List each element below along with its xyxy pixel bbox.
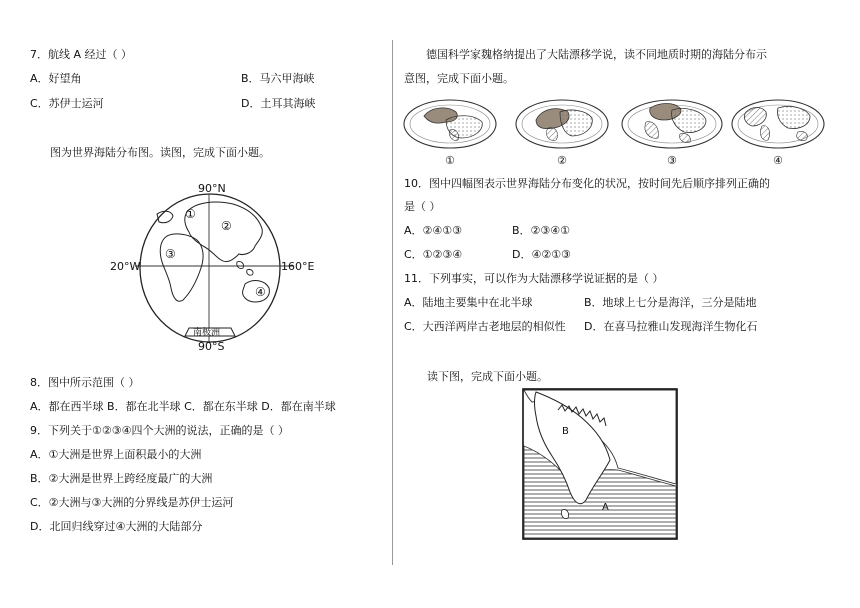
q9-stem: 9．下列关于①②③④四个大洲的说法，正确的是（ ） — [30, 424, 289, 437]
q10-option-a: A．②④①③ — [404, 224, 462, 237]
q7-option-d: D．土耳其海峡 — [241, 97, 316, 110]
drift-label-2: ② — [557, 154, 567, 167]
q9-option-c: C．②大洲与③大洲的分界线是苏伊士运河 — [30, 496, 234, 509]
q11-option-d: D．在喜马拉雅山发现海洋生物化石 — [584, 320, 758, 333]
q7-option-a: A．好望角 — [30, 72, 82, 85]
label-antarctica: 南极洲 — [193, 328, 221, 338]
intro-world-map: 图为世界海陆分布图。读图，完成下面小题。 — [50, 146, 270, 159]
intro-drift-line1: 德国科学家魏格纳提出了大陆漂移学说，读不同地质时期的海陆分布示 — [426, 48, 767, 61]
q10-option-c: C．①②③④ — [404, 248, 463, 261]
label-continent-2: ② — [221, 219, 232, 233]
label-continent-3: ③ — [165, 247, 176, 261]
q11-option-b: B．地球上七分是海洋，三分是陆地 — [584, 296, 757, 309]
column-divider — [392, 40, 393, 565]
q11-option-a: A．陆地主要集中在北半球 — [404, 296, 533, 309]
label-160e: 160°E — [281, 260, 315, 273]
label-continent-4: ④ — [255, 285, 266, 299]
q7-option-c: C．苏伊士运河 — [30, 97, 104, 110]
q11-option-c: C．大西洋两岸古老地层的相似性 — [404, 320, 566, 333]
drift-map-4 — [732, 100, 824, 148]
q7-option-b: B．马六甲海峡 — [241, 72, 315, 85]
q9-option-a: A．①大洲是世界上面积最小的大洲 — [30, 448, 202, 461]
drift-map-2 — [516, 100, 608, 148]
map-label-b: B — [562, 426, 569, 437]
globe-outline — [140, 194, 280, 342]
label-20w: 20°W — [110, 260, 141, 273]
intro-drift-line2: 意图，完成下面小题。 — [404, 72, 514, 85]
q7-stem: 7．航线 A 经过（ ） — [30, 48, 133, 61]
q10-stem-line2: 是（ ） — [404, 200, 441, 213]
label-continent-1: ① — [185, 207, 196, 221]
map-label-a: A — [602, 502, 609, 513]
island-shape — [561, 509, 568, 518]
label-90s: 90°S — [198, 340, 225, 352]
regional-map-figure — [522, 388, 678, 540]
label-90n: 90°N — [198, 182, 226, 195]
q10-option-d: D．④②①③ — [512, 248, 571, 261]
continental-drift-maps — [402, 98, 832, 168]
drift-label-3: ③ — [667, 154, 677, 167]
q8-stem: 8．图中所示范围（ ） — [30, 376, 140, 389]
africa-shape — [160, 234, 203, 301]
q8-options: A．都在西半球 B．都在北半球 C．都在东半球 D．都在南半球 — [30, 400, 336, 413]
drift-map-1 — [404, 100, 496, 148]
q11-stem: 11．下列事实，可以作为大陆漂移学说证据的是（ ） — [404, 272, 664, 285]
drift-map-3 — [622, 100, 722, 148]
world-globe-figure — [105, 180, 315, 352]
drift-label-4: ④ — [773, 154, 783, 167]
drift-label-1: ① — [445, 154, 455, 167]
intro-map: 读下图，完成下面小题。 — [427, 370, 548, 383]
q10-option-b: B．②③④① — [512, 224, 570, 237]
q10-stem-line1: 10．图中四幅图表示世界海陆分布变化的状况，按时间先后顺序排列正确的 — [404, 177, 770, 190]
q9-option-d: D．北回归线穿过④大洲的大陆部分 — [30, 520, 203, 533]
islands-shape — [237, 261, 253, 275]
q9-option-b: B．②大洲是世界上跨经度最广的大洲 — [30, 472, 213, 485]
